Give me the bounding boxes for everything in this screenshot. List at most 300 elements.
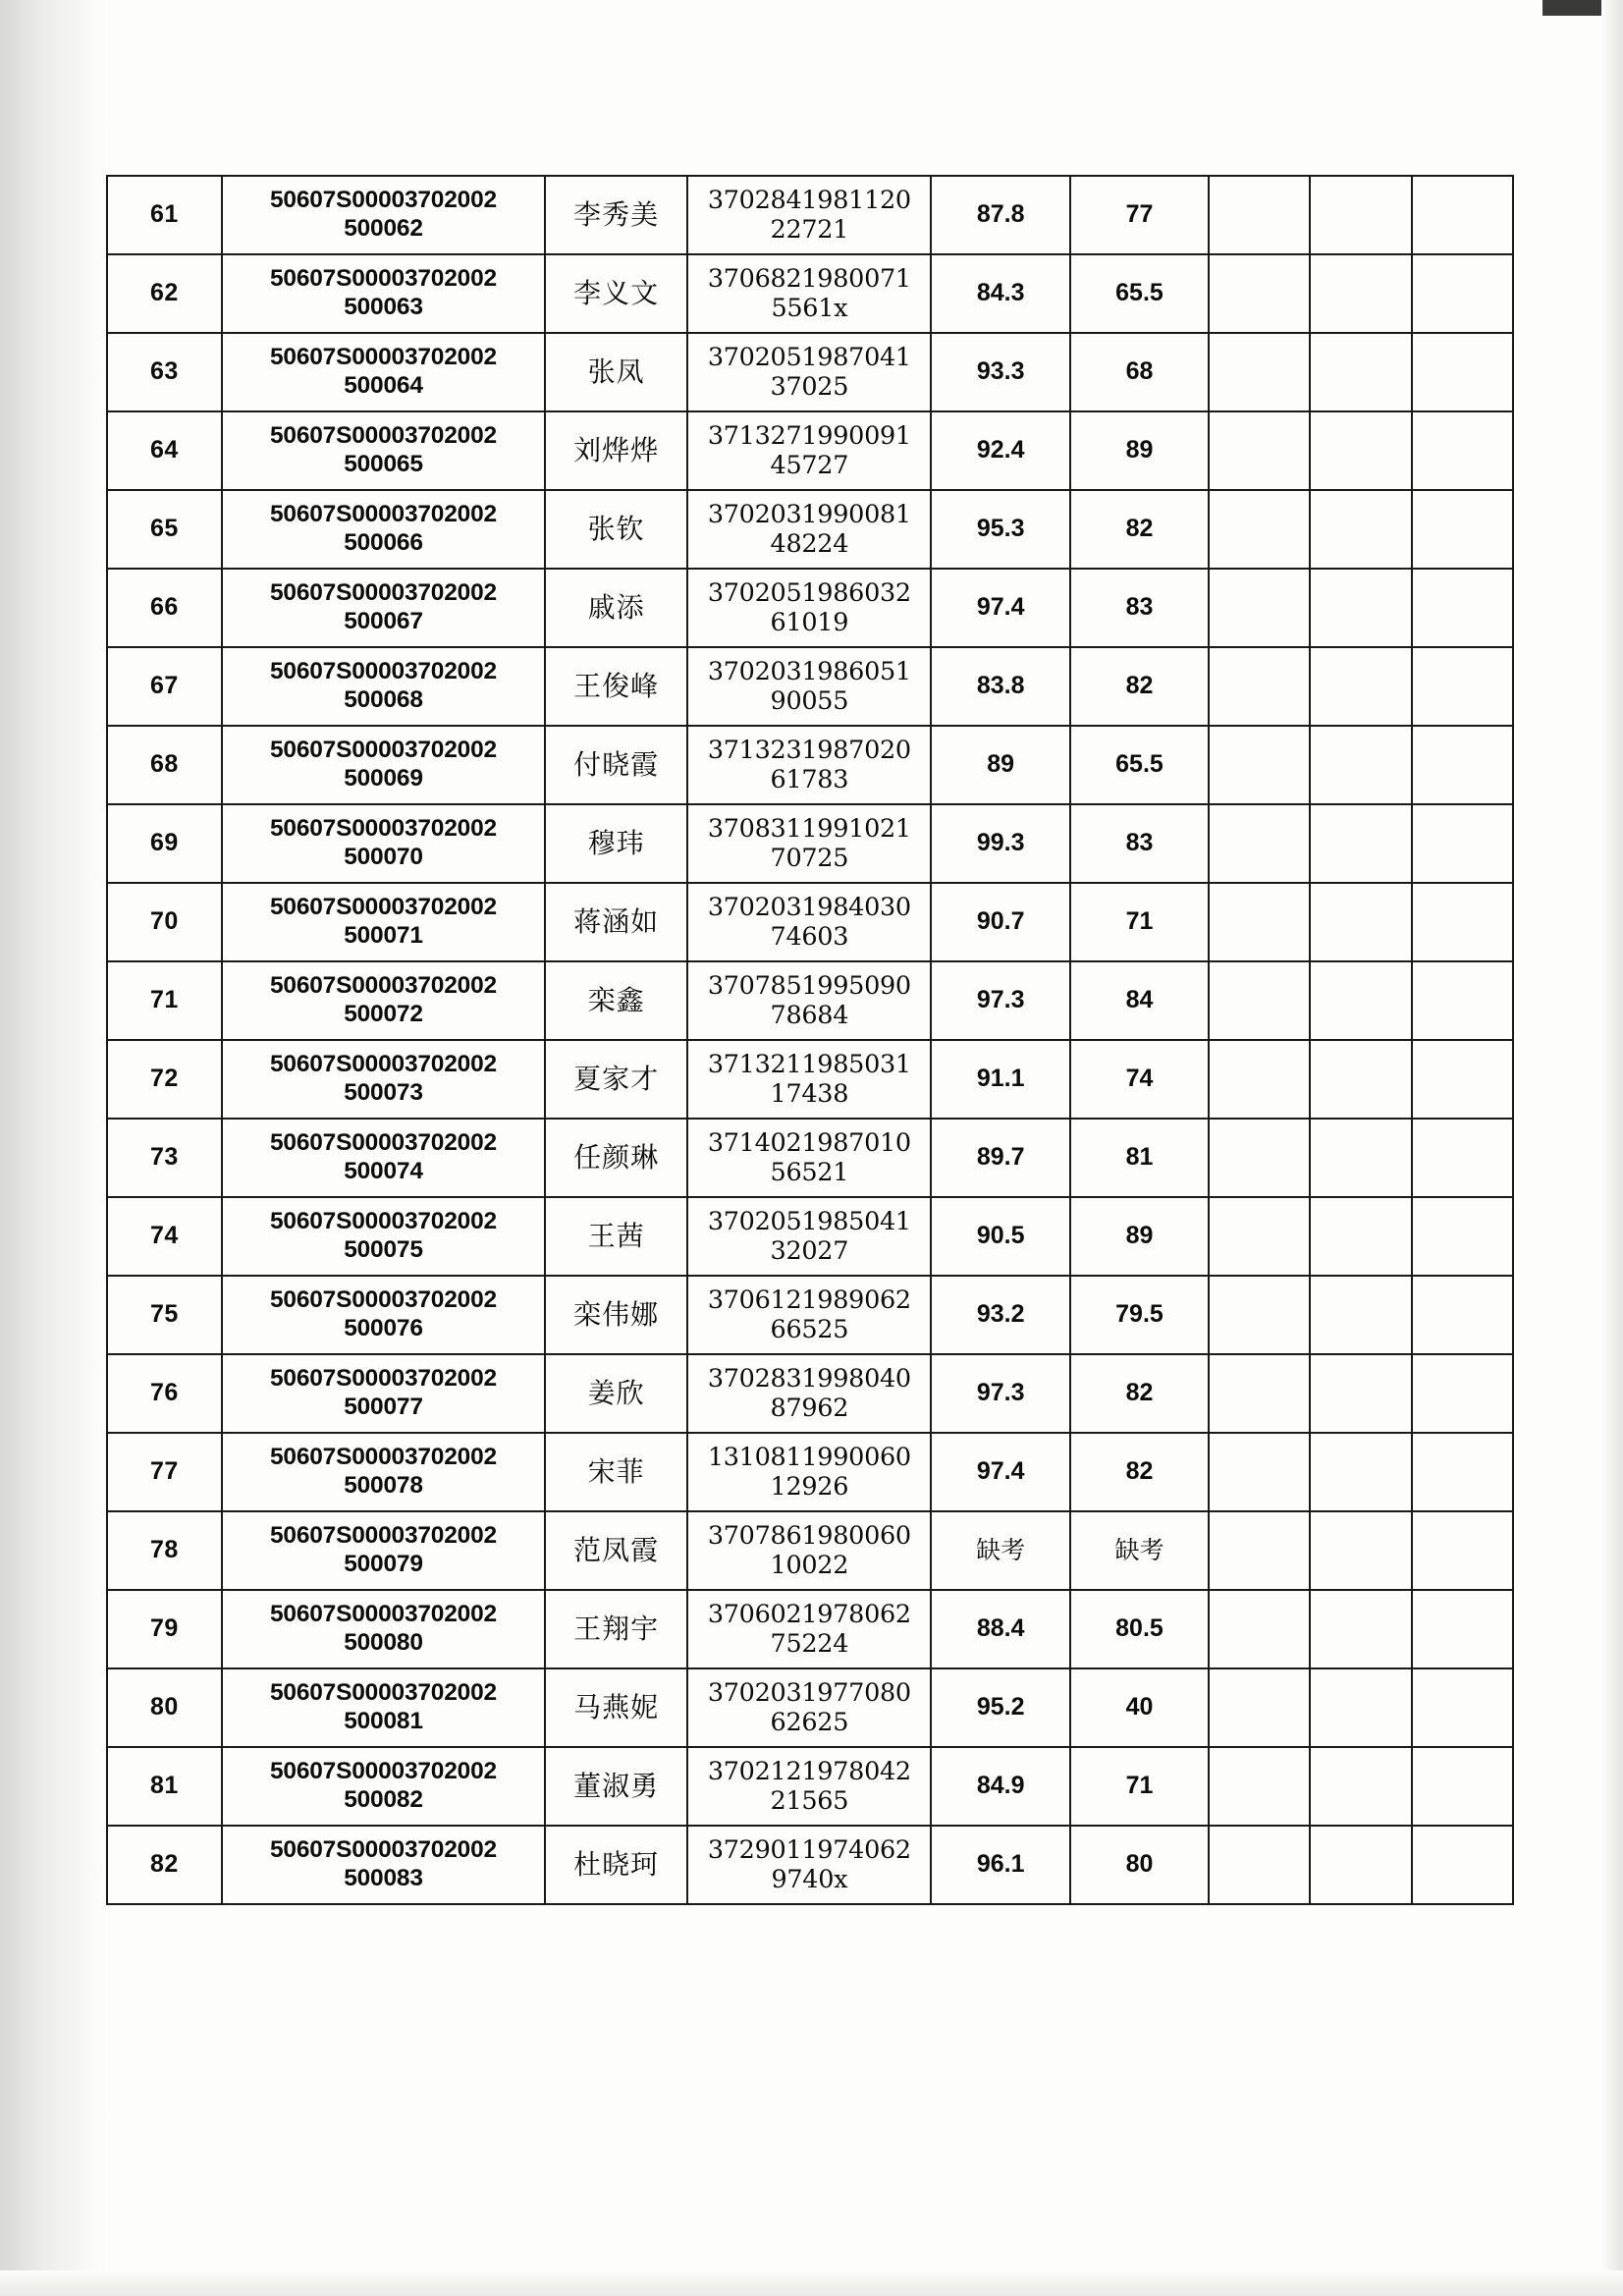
cell-name: 张钦 <box>545 490 687 569</box>
cell-score-2: 82 <box>1070 647 1209 726</box>
cell-score-1: 84.3 <box>931 254 1069 333</box>
cell-blank-1 <box>1209 1433 1310 1511</box>
exam-code-line-2: 500078 <box>344 1472 423 1499</box>
cell-id-number <box>687 490 931 569</box>
cell-index: 61 <box>107 176 222 254</box>
cell-name: 任颜琳 <box>545 1119 687 1197</box>
id-number-line-2: 22721 <box>770 215 849 245</box>
exam-code-line-1: 50607S00003702002 <box>269 1286 497 1314</box>
id-number-line-1: 3707861980060 <box>707 1520 911 1551</box>
cell-blank-3 <box>1412 411 1513 490</box>
cell-blank-1 <box>1209 1119 1310 1197</box>
id-number-line-2: 70725 <box>770 844 849 873</box>
cell-id-number <box>687 1433 931 1511</box>
exam-code-line-1: 50607S00003702002 <box>269 1679 497 1707</box>
cell-name: 宋菲 <box>545 1433 687 1511</box>
cell-index: 65 <box>107 490 222 569</box>
id-number-line-2: 32027 <box>770 1236 849 1266</box>
exam-code-line-2: 500068 <box>344 686 423 713</box>
id-number-line-1: 1310811990060 <box>707 1442 911 1472</box>
cell-exam-code <box>222 1040 545 1119</box>
cell-index: 80 <box>107 1668 222 1747</box>
cell-score-2: 89 <box>1070 411 1209 490</box>
cell-score-1: 83.8 <box>931 647 1069 726</box>
cell-score-2: 89 <box>1070 1197 1209 1276</box>
id-number-line-2: 9740x <box>771 1865 848 1894</box>
id-number-line-2: 21565 <box>770 1786 849 1816</box>
cell-blank-3 <box>1412 490 1513 569</box>
id-number-line-1: 3702841981120 <box>707 185 911 215</box>
cell-score-2: 68 <box>1070 333 1209 411</box>
cell-exam-code <box>222 1433 545 1511</box>
cell-index: 70 <box>107 883 222 961</box>
cell-score-1: 96.1 <box>931 1826 1069 1904</box>
cell-blank-1 <box>1209 254 1310 333</box>
exam-code-line-2: 500069 <box>344 765 423 792</box>
id-number-line-1: 3702831998040 <box>707 1363 911 1394</box>
cell-id-number <box>687 1276 931 1354</box>
cell-index: 62 <box>107 254 222 333</box>
cell-index: 73 <box>107 1119 222 1197</box>
cell-exam-code <box>222 1590 545 1668</box>
table-row <box>107 1511 1513 1590</box>
roster-table-container <box>106 175 1514 1905</box>
cell-index: 71 <box>107 961 222 1040</box>
id-number-line-1: 3713271990091 <box>707 420 911 451</box>
cell-exam-code <box>222 1826 545 1904</box>
cell-blank-3 <box>1412 254 1513 333</box>
cell-score-1: 97.4 <box>931 1433 1069 1511</box>
cell-blank-2 <box>1310 726 1411 804</box>
cell-index: 68 <box>107 726 222 804</box>
cell-name: 范凤霞 <box>545 1511 687 1590</box>
cell-score-1: 97.4 <box>931 569 1069 647</box>
cell-blank-2 <box>1310 647 1411 726</box>
cell-blank-3 <box>1412 176 1513 254</box>
cell-blank-3 <box>1412 1590 1513 1668</box>
cell-index: 72 <box>107 1040 222 1119</box>
cell-blank-1 <box>1209 1668 1310 1747</box>
cell-score-2: 65.5 <box>1070 726 1209 804</box>
cell-score-2: 74 <box>1070 1040 1209 1119</box>
cell-blank-2 <box>1310 1433 1411 1511</box>
cell-id-number <box>687 1511 931 1590</box>
table-row <box>107 569 1513 647</box>
exam-code-line-2: 500067 <box>344 608 423 634</box>
cell-index: 63 <box>107 333 222 411</box>
cell-blank-2 <box>1310 254 1411 333</box>
exam-code-line-1: 50607S00003702002 <box>269 1601 497 1628</box>
cell-score-1: 99.3 <box>931 804 1069 883</box>
exam-code-line-2: 500075 <box>344 1236 423 1263</box>
id-number-line-1: 3729011974062 <box>707 1834 911 1865</box>
exam-code-line-2: 500070 <box>344 844 423 870</box>
id-number-line-2: 17438 <box>770 1079 849 1109</box>
exam-code-line-1: 50607S00003702002 <box>269 422 497 450</box>
cell-blank-3 <box>1412 726 1513 804</box>
cell-exam-code <box>222 176 545 254</box>
exam-code-line-2: 500073 <box>344 1079 423 1106</box>
cell-exam-code <box>222 1197 545 1276</box>
cell-blank-2 <box>1310 1197 1411 1276</box>
id-number-line-2: 66525 <box>770 1315 849 1344</box>
cell-id-number <box>687 1747 931 1826</box>
id-number-line-2: 5561x <box>771 294 848 323</box>
roster-table-body <box>107 176 1513 1904</box>
cell-blank-2 <box>1310 1826 1411 1904</box>
cell-id-number <box>687 333 931 411</box>
exam-code-line-1: 50607S00003702002 <box>269 1836 497 1864</box>
cell-score-2: 77 <box>1070 176 1209 254</box>
cell-blank-2 <box>1310 1119 1411 1197</box>
id-number-line-2: 75224 <box>770 1629 849 1659</box>
exam-code-line-1: 50607S00003702002 <box>269 579 497 607</box>
table-row <box>107 804 1513 883</box>
cell-blank-3 <box>1412 961 1513 1040</box>
id-number-line-2: 74603 <box>770 922 849 952</box>
table-row <box>107 1826 1513 1904</box>
id-number-line-1: 3714021987010 <box>707 1127 911 1158</box>
cell-score-2: 40 <box>1070 1668 1209 1747</box>
id-number-line-1: 3713211985031 <box>707 1049 911 1079</box>
cell-index: 69 <box>107 804 222 883</box>
exam-code-line-1: 50607S00003702002 <box>269 265 497 293</box>
cell-blank-1 <box>1209 804 1310 883</box>
cell-name: 穆玮 <box>545 804 687 883</box>
exam-code-line-2: 500083 <box>344 1865 423 1891</box>
cell-name: 王翔宇 <box>545 1590 687 1668</box>
exam-code-line-1: 50607S00003702002 <box>269 1129 497 1157</box>
cell-id-number <box>687 1040 931 1119</box>
cell-score-2: 84 <box>1070 961 1209 1040</box>
cell-score-1: 87.8 <box>931 176 1069 254</box>
cell-name: 姜欣 <box>545 1354 687 1433</box>
cell-index: 82 <box>107 1826 222 1904</box>
id-number-line-1: 3706821980071 <box>707 263 911 294</box>
cell-id-number <box>687 647 931 726</box>
cell-exam-code <box>222 961 545 1040</box>
page-right-shadow <box>1601 0 1623 2296</box>
table-row <box>107 411 1513 490</box>
cell-exam-code <box>222 1119 545 1197</box>
exam-code-line-2: 500081 <box>344 1708 423 1734</box>
exam-code-line-2: 500063 <box>344 294 423 320</box>
id-number-line-1: 3702121978042 <box>707 1756 911 1786</box>
page-left-shadow <box>0 0 106 2296</box>
id-number-line-2: 90055 <box>770 686 849 716</box>
cell-exam-code <box>222 569 545 647</box>
cell-name: 付晓霞 <box>545 726 687 804</box>
cell-id-number <box>687 726 931 804</box>
exam-code-line-1: 50607S00003702002 <box>269 815 497 843</box>
id-number-line-1: 3707851995090 <box>707 970 911 1001</box>
cell-name: 刘烨烨 <box>545 411 687 490</box>
exam-code-line-1: 50607S00003702002 <box>269 972 497 1000</box>
table-row <box>107 961 1513 1040</box>
table-row <box>107 1433 1513 1511</box>
exam-code-line-1: 50607S00003702002 <box>269 1758 497 1785</box>
cell-blank-3 <box>1412 1747 1513 1826</box>
cell-index: 66 <box>107 569 222 647</box>
exam-code-line-2: 500080 <box>344 1629 423 1656</box>
cell-exam-code <box>222 883 545 961</box>
cell-blank-3 <box>1412 1119 1513 1197</box>
cell-blank-3 <box>1412 1826 1513 1904</box>
cell-exam-code <box>222 1276 545 1354</box>
cell-exam-code <box>222 647 545 726</box>
cell-score-1: 93.3 <box>931 333 1069 411</box>
exam-code-line-2: 500062 <box>344 215 423 242</box>
id-number-line-1: 3706121989062 <box>707 1285 911 1315</box>
roster-table <box>106 175 1514 1905</box>
page-bottom-shadow <box>0 2270 1623 2296</box>
exam-code-line-1: 50607S00003702002 <box>269 187 497 214</box>
cell-name: 蒋涵如 <box>545 883 687 961</box>
cell-score-1: 89 <box>931 726 1069 804</box>
cell-blank-2 <box>1310 1668 1411 1747</box>
cell-score-2: 80.5 <box>1070 1590 1209 1668</box>
cell-blank-1 <box>1209 1590 1310 1668</box>
cell-score-2: 79.5 <box>1070 1276 1209 1354</box>
cell-score-2: 81 <box>1070 1119 1209 1197</box>
cell-score-1: 90.7 <box>931 883 1069 961</box>
cell-index: 64 <box>107 411 222 490</box>
cell-name: 张凤 <box>545 333 687 411</box>
table-row <box>107 490 1513 569</box>
cell-id-number <box>687 176 931 254</box>
cell-exam-code <box>222 333 545 411</box>
cell-blank-3 <box>1412 1040 1513 1119</box>
cell-blank-2 <box>1310 333 1411 411</box>
cell-id-number <box>687 883 931 961</box>
table-row <box>107 333 1513 411</box>
exam-code-line-2: 500065 <box>344 451 423 477</box>
cell-score-2: 83 <box>1070 804 1209 883</box>
cell-blank-1 <box>1209 490 1310 569</box>
id-number-line-2: 48224 <box>770 529 849 559</box>
cell-blank-3 <box>1412 333 1513 411</box>
exam-code-line-2: 500079 <box>344 1551 423 1577</box>
cell-name: 王茜 <box>545 1197 687 1276</box>
cell-score-1: 缺考 <box>931 1511 1069 1590</box>
id-number-line-1: 3708311991021 <box>707 813 911 844</box>
cell-blank-3 <box>1412 1197 1513 1276</box>
cell-name: 王俊峰 <box>545 647 687 726</box>
cell-blank-3 <box>1412 569 1513 647</box>
cell-id-number <box>687 254 931 333</box>
id-number-line-2: 10022 <box>770 1551 849 1580</box>
exam-code-line-1: 50607S00003702002 <box>269 737 497 764</box>
exam-code-line-2: 500072 <box>344 1001 423 1027</box>
cell-score-1: 84.9 <box>931 1747 1069 1826</box>
cell-blank-1 <box>1209 1511 1310 1590</box>
table-row <box>107 1354 1513 1433</box>
cell-name: 董淑勇 <box>545 1747 687 1826</box>
cell-id-number <box>687 1826 931 1904</box>
cell-name: 李义文 <box>545 254 687 333</box>
table-row <box>107 647 1513 726</box>
cell-score-2: 71 <box>1070 1747 1209 1826</box>
exam-code-line-1: 50607S00003702002 <box>269 1444 497 1471</box>
table-row <box>107 1668 1513 1747</box>
cell-exam-code <box>222 1668 545 1747</box>
cell-score-2: 缺考 <box>1070 1511 1209 1590</box>
cell-blank-3 <box>1412 1668 1513 1747</box>
id-number-line-1: 3706021978062 <box>707 1599 911 1629</box>
id-number-line-2: 78684 <box>770 1001 849 1030</box>
id-number-line-1: 3702031986051 <box>707 656 911 686</box>
cell-score-1: 91.1 <box>931 1040 1069 1119</box>
exam-code-line-1: 50607S00003702002 <box>269 658 497 685</box>
cell-blank-1 <box>1209 1276 1310 1354</box>
table-row <box>107 1197 1513 1276</box>
table-row <box>107 883 1513 961</box>
id-number-line-1: 3702031984030 <box>707 892 911 922</box>
cell-index: 74 <box>107 1197 222 1276</box>
table-row <box>107 176 1513 254</box>
cell-score-2: 82 <box>1070 1433 1209 1511</box>
cell-index: 81 <box>107 1747 222 1826</box>
cell-index: 67 <box>107 647 222 726</box>
exam-code-line-2: 500066 <box>344 529 423 556</box>
id-number-line-2: 37025 <box>770 372 849 402</box>
exam-code-line-1: 50607S00003702002 <box>269 894 497 921</box>
cell-exam-code <box>222 411 545 490</box>
cell-blank-3 <box>1412 647 1513 726</box>
cell-id-number <box>687 411 931 490</box>
cell-blank-2 <box>1310 1590 1411 1668</box>
exam-code-line-1: 50607S00003702002 <box>269 1365 497 1393</box>
cell-score-1: 92.4 <box>931 411 1069 490</box>
cell-blank-1 <box>1209 569 1310 647</box>
exam-code-line-2: 500077 <box>344 1394 423 1420</box>
cell-blank-2 <box>1310 490 1411 569</box>
cell-exam-code <box>222 726 545 804</box>
id-number-line-1: 3702051985041 <box>707 1206 911 1236</box>
cell-blank-1 <box>1209 1826 1310 1904</box>
exam-code-line-2: 500064 <box>344 372 423 399</box>
id-number-line-2: 56521 <box>770 1158 849 1187</box>
cell-index: 76 <box>107 1354 222 1433</box>
cell-blank-2 <box>1310 1354 1411 1433</box>
cell-blank-3 <box>1412 804 1513 883</box>
cell-id-number <box>687 1668 931 1747</box>
cell-score-2: 82 <box>1070 490 1209 569</box>
cell-index: 75 <box>107 1276 222 1354</box>
table-row <box>107 726 1513 804</box>
cell-id-number <box>687 1197 931 1276</box>
id-number-line-2: 45727 <box>770 451 849 480</box>
cell-name: 李秀美 <box>545 176 687 254</box>
cell-blank-1 <box>1209 1747 1310 1826</box>
cell-blank-1 <box>1209 647 1310 726</box>
table-row <box>107 254 1513 333</box>
id-number-line-2: 62625 <box>770 1708 849 1737</box>
cell-score-1: 89.7 <box>931 1119 1069 1197</box>
cell-score-2: 83 <box>1070 569 1209 647</box>
cell-exam-code <box>222 490 545 569</box>
table-row <box>107 1747 1513 1826</box>
cell-exam-code <box>222 1747 545 1826</box>
cell-blank-1 <box>1209 1354 1310 1433</box>
cell-blank-2 <box>1310 804 1411 883</box>
table-row <box>107 1590 1513 1668</box>
cell-blank-3 <box>1412 1354 1513 1433</box>
cell-blank-1 <box>1209 883 1310 961</box>
exam-code-line-1: 50607S00003702002 <box>269 1051 497 1078</box>
id-number-line-1: 3702051986032 <box>707 577 911 608</box>
cell-exam-code <box>222 804 545 883</box>
exam-code-line-2: 500071 <box>344 922 423 949</box>
cell-index: 79 <box>107 1590 222 1668</box>
cell-blank-1 <box>1209 1197 1310 1276</box>
cell-score-1: 97.3 <box>931 961 1069 1040</box>
cell-score-1: 88.4 <box>931 1590 1069 1668</box>
cell-blank-1 <box>1209 726 1310 804</box>
table-row <box>107 1119 1513 1197</box>
cell-score-2: 82 <box>1070 1354 1209 1433</box>
cell-exam-code <box>222 1511 545 1590</box>
exam-code-line-2: 500076 <box>344 1315 423 1341</box>
cell-score-2: 71 <box>1070 883 1209 961</box>
cell-index: 77 <box>107 1433 222 1511</box>
cell-blank-1 <box>1209 176 1310 254</box>
cell-blank-2 <box>1310 1511 1411 1590</box>
table-row <box>107 1276 1513 1354</box>
cell-blank-2 <box>1310 569 1411 647</box>
cell-blank-2 <box>1310 1040 1411 1119</box>
table-row <box>107 1040 1513 1119</box>
cell-blank-1 <box>1209 333 1310 411</box>
exam-code-line-1: 50607S00003702002 <box>269 344 497 371</box>
cell-blank-3 <box>1412 1433 1513 1511</box>
cell-score-1: 95.3 <box>931 490 1069 569</box>
id-number-line-2: 87962 <box>770 1394 849 1423</box>
cell-id-number <box>687 1590 931 1668</box>
cell-exam-code <box>222 1354 545 1433</box>
exam-code-line-1: 50607S00003702002 <box>269 501 497 528</box>
exam-code-line-2: 500074 <box>344 1158 423 1184</box>
id-number-line-1: 3702031977080 <box>707 1677 911 1708</box>
cell-name: 戚添 <box>545 569 687 647</box>
id-number-line-2: 12926 <box>770 1472 849 1502</box>
cell-exam-code <box>222 254 545 333</box>
cell-id-number <box>687 1354 931 1433</box>
cell-name: 杜晓珂 <box>545 1826 687 1904</box>
cell-blank-1 <box>1209 961 1310 1040</box>
cell-blank-1 <box>1209 411 1310 490</box>
cell-score-2: 80 <box>1070 1826 1209 1904</box>
id-number-line-1: 3702031990081 <box>707 499 911 529</box>
cell-name: 栾鑫 <box>545 961 687 1040</box>
cell-blank-3 <box>1412 883 1513 961</box>
exam-code-line-1: 50607S00003702002 <box>269 1522 497 1550</box>
cell-score-1: 93.2 <box>931 1276 1069 1354</box>
cell-id-number <box>687 804 931 883</box>
cell-score-1: 95.2 <box>931 1668 1069 1747</box>
cell-id-number <box>687 569 931 647</box>
cell-blank-2 <box>1310 961 1411 1040</box>
cell-score-1: 90.5 <box>931 1197 1069 1276</box>
cell-blank-3 <box>1412 1276 1513 1354</box>
exam-code-line-2: 500082 <box>344 1786 423 1813</box>
cell-blank-2 <box>1310 1276 1411 1354</box>
cell-id-number <box>687 961 931 1040</box>
id-number-line-1: 3713231987020 <box>707 735 911 765</box>
cell-blank-2 <box>1310 176 1411 254</box>
cell-index: 78 <box>107 1511 222 1590</box>
id-number-line-1: 3702051987041 <box>707 342 911 372</box>
